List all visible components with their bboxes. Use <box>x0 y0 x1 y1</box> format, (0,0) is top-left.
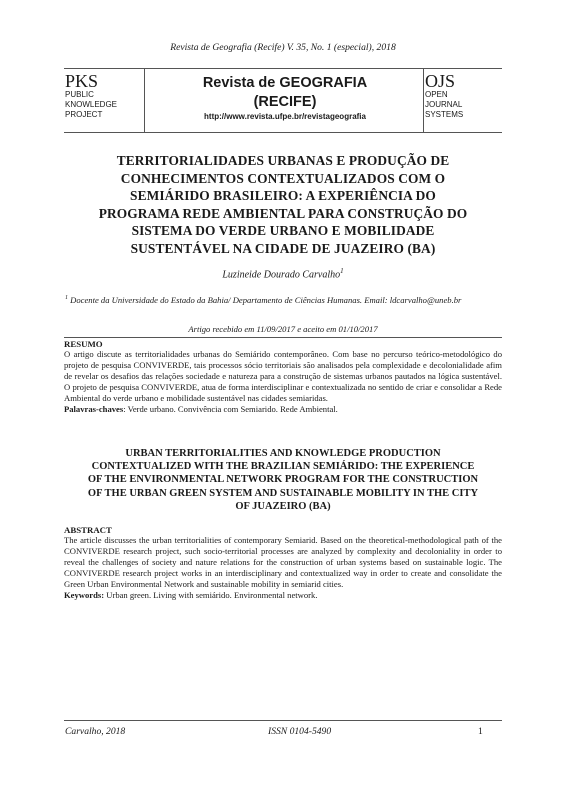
article-title <box>62 152 504 257</box>
footer-author: Carvalho, 2018 <box>65 726 126 737</box>
journal-title <box>145 74 425 112</box>
title-line: PROGRAMA REDE AMBIENTAL PARA CONSTRUÇÃO DO <box>98 205 468 221</box>
pkp-logo <box>65 72 145 120</box>
title-line: TERRITORIALIDADES URBANAS E PRODUÇÃO DE <box>116 153 450 168</box>
author <box>0 267 566 280</box>
abstract-keywords <box>64 590 502 601</box>
footer-rule <box>64 720 502 721</box>
resumo-section <box>64 337 502 414</box>
ojs-logo-text: OJS <box>425 71 456 91</box>
resumo-body: O artigo discute as territorialidades urbanas do Semiárido contemporâneo. Com base no percurso teórico-metodológico do projeto de pesquisa CONVIVERDE, tais processos sócio territoriais são analisados pela complexidade e decolonialidade afim de revelar os desafios das relações sociedade e natureza para a construção de sistemas urbanos pautados na lógica sustentável. O projeto de pesquisa CONVIVERDE, atua de forma interdisciplinar e contextualizada no sentido de criar e consolidar a Rede Ambiental do verde urbano e mobilidade sustentável nas cidades semiaridas. <box>64 349 502 403</box>
ojs-line: JOURNAL <box>425 100 463 109</box>
title-line: SEMIÁRIDO BRASILEIRO: A EXPERIÊNCIA DO <box>130 188 436 203</box>
abstract-keywords-label: Keywords: <box>64 589 105 600</box>
affiliation-text: Docente da Universidade do Estado da Bahia/ Departamento de Ciências Humanas. Email: ldcarvalho@uneb.br <box>70 294 462 305</box>
abstract-section <box>64 525 502 600</box>
title-line: SISTEMA DO VERDE URBANO E MOBILIDADE <box>131 223 435 238</box>
received-date: Artigo recebido em 11/09/2017 e aceito em 01/10/2017 <box>188 324 378 334</box>
journal-title-line: Revista de GEOGRAFIA <box>202 75 368 91</box>
affiliation <box>65 293 501 306</box>
pkp-line: PUBLIC <box>65 90 94 99</box>
running-header: Revista de Geografia (Recife) V. 35, No. 1 (especial), 2018 <box>170 42 396 53</box>
resumo-keywords-label: Palavras-chaves <box>64 403 124 414</box>
resumo-keywords-text: : Verde urbano. Convivência com Semiarido. Rede Ambiental. <box>123 403 338 414</box>
english-title-line: URBAN TERRITORIALITIES AND KNOWLEDGE PRODUCTION <box>125 448 441 459</box>
english-title <box>62 447 504 513</box>
resumo-keywords <box>64 404 502 415</box>
title-line: CONHECIMENTOS CONTEXTUALIZADOS COM O <box>120 170 446 186</box>
pkp-line: PROJECT <box>65 110 103 119</box>
ojs-line: OPEN <box>425 90 448 99</box>
author-footnote-mark: 1 <box>340 267 344 275</box>
author-name: Luzineide Dourado Carvalho <box>222 269 341 281</box>
pkp-line: KNOWLEDGE <box>65 100 118 109</box>
ojs-logo <box>425 72 505 120</box>
header-top-rule <box>64 68 502 69</box>
abstract-body: The article discusses the urban territorialities of contemporary Semiarid. Based on the theoretical-methodological path of the CONVIVERDE research project, such socio-territorial processes are analyzed by complexity and decoloniality in order to reveal the challenges of society and nature relations for the construction of urban systems based on sustainable logic. The CONVIVERDE research project works in an interdisciplinary and contextualized way in order to create and consolidate the Green Urban Environmental Network and sustainable mobility in semiarid cities. <box>64 535 502 589</box>
abstract-keywords-text: Urban green. Living with semiárido. Environmental network. <box>104 589 318 600</box>
english-title-line: OF THE URBAN GREEN SYSTEM AND SUSTAINABLE MOBILITY IN THE CITY <box>87 487 479 499</box>
ojs-line: SYSTEMS <box>425 110 464 119</box>
footer-issn: ISSN 0104-5490 <box>268 726 332 737</box>
english-title-line: OF THE ENVIRONMENTAL NETWORK PROGRAM FOR THE CONSTRUCTION <box>87 474 479 486</box>
english-title-line: CONTEXTUALIZED WITH THE BRAZILIAN SEMIÁRIDO: THE EXPERIENCE <box>91 461 475 473</box>
resumo-heading: RESUMO <box>64 339 103 349</box>
header-bottom-rule <box>64 132 502 133</box>
affiliation-mark: 1 <box>65 295 68 301</box>
journal-url-link[interactable]: http://www.revista.ufpe.br/revistageografia <box>204 112 366 121</box>
journal-title-line: (RECIFE) <box>253 94 317 110</box>
abstract-heading: ABSTRACT <box>64 525 112 535</box>
pkp-logo-text: PKS <box>65 71 99 91</box>
english-title-line: OF JUAZEIRO (BA) <box>235 500 331 512</box>
page-number: 1 <box>478 726 483 737</box>
title-line: SUSTENTÁVEL NA CIDADE DE JUAZEIRO (BA) <box>130 240 436 256</box>
